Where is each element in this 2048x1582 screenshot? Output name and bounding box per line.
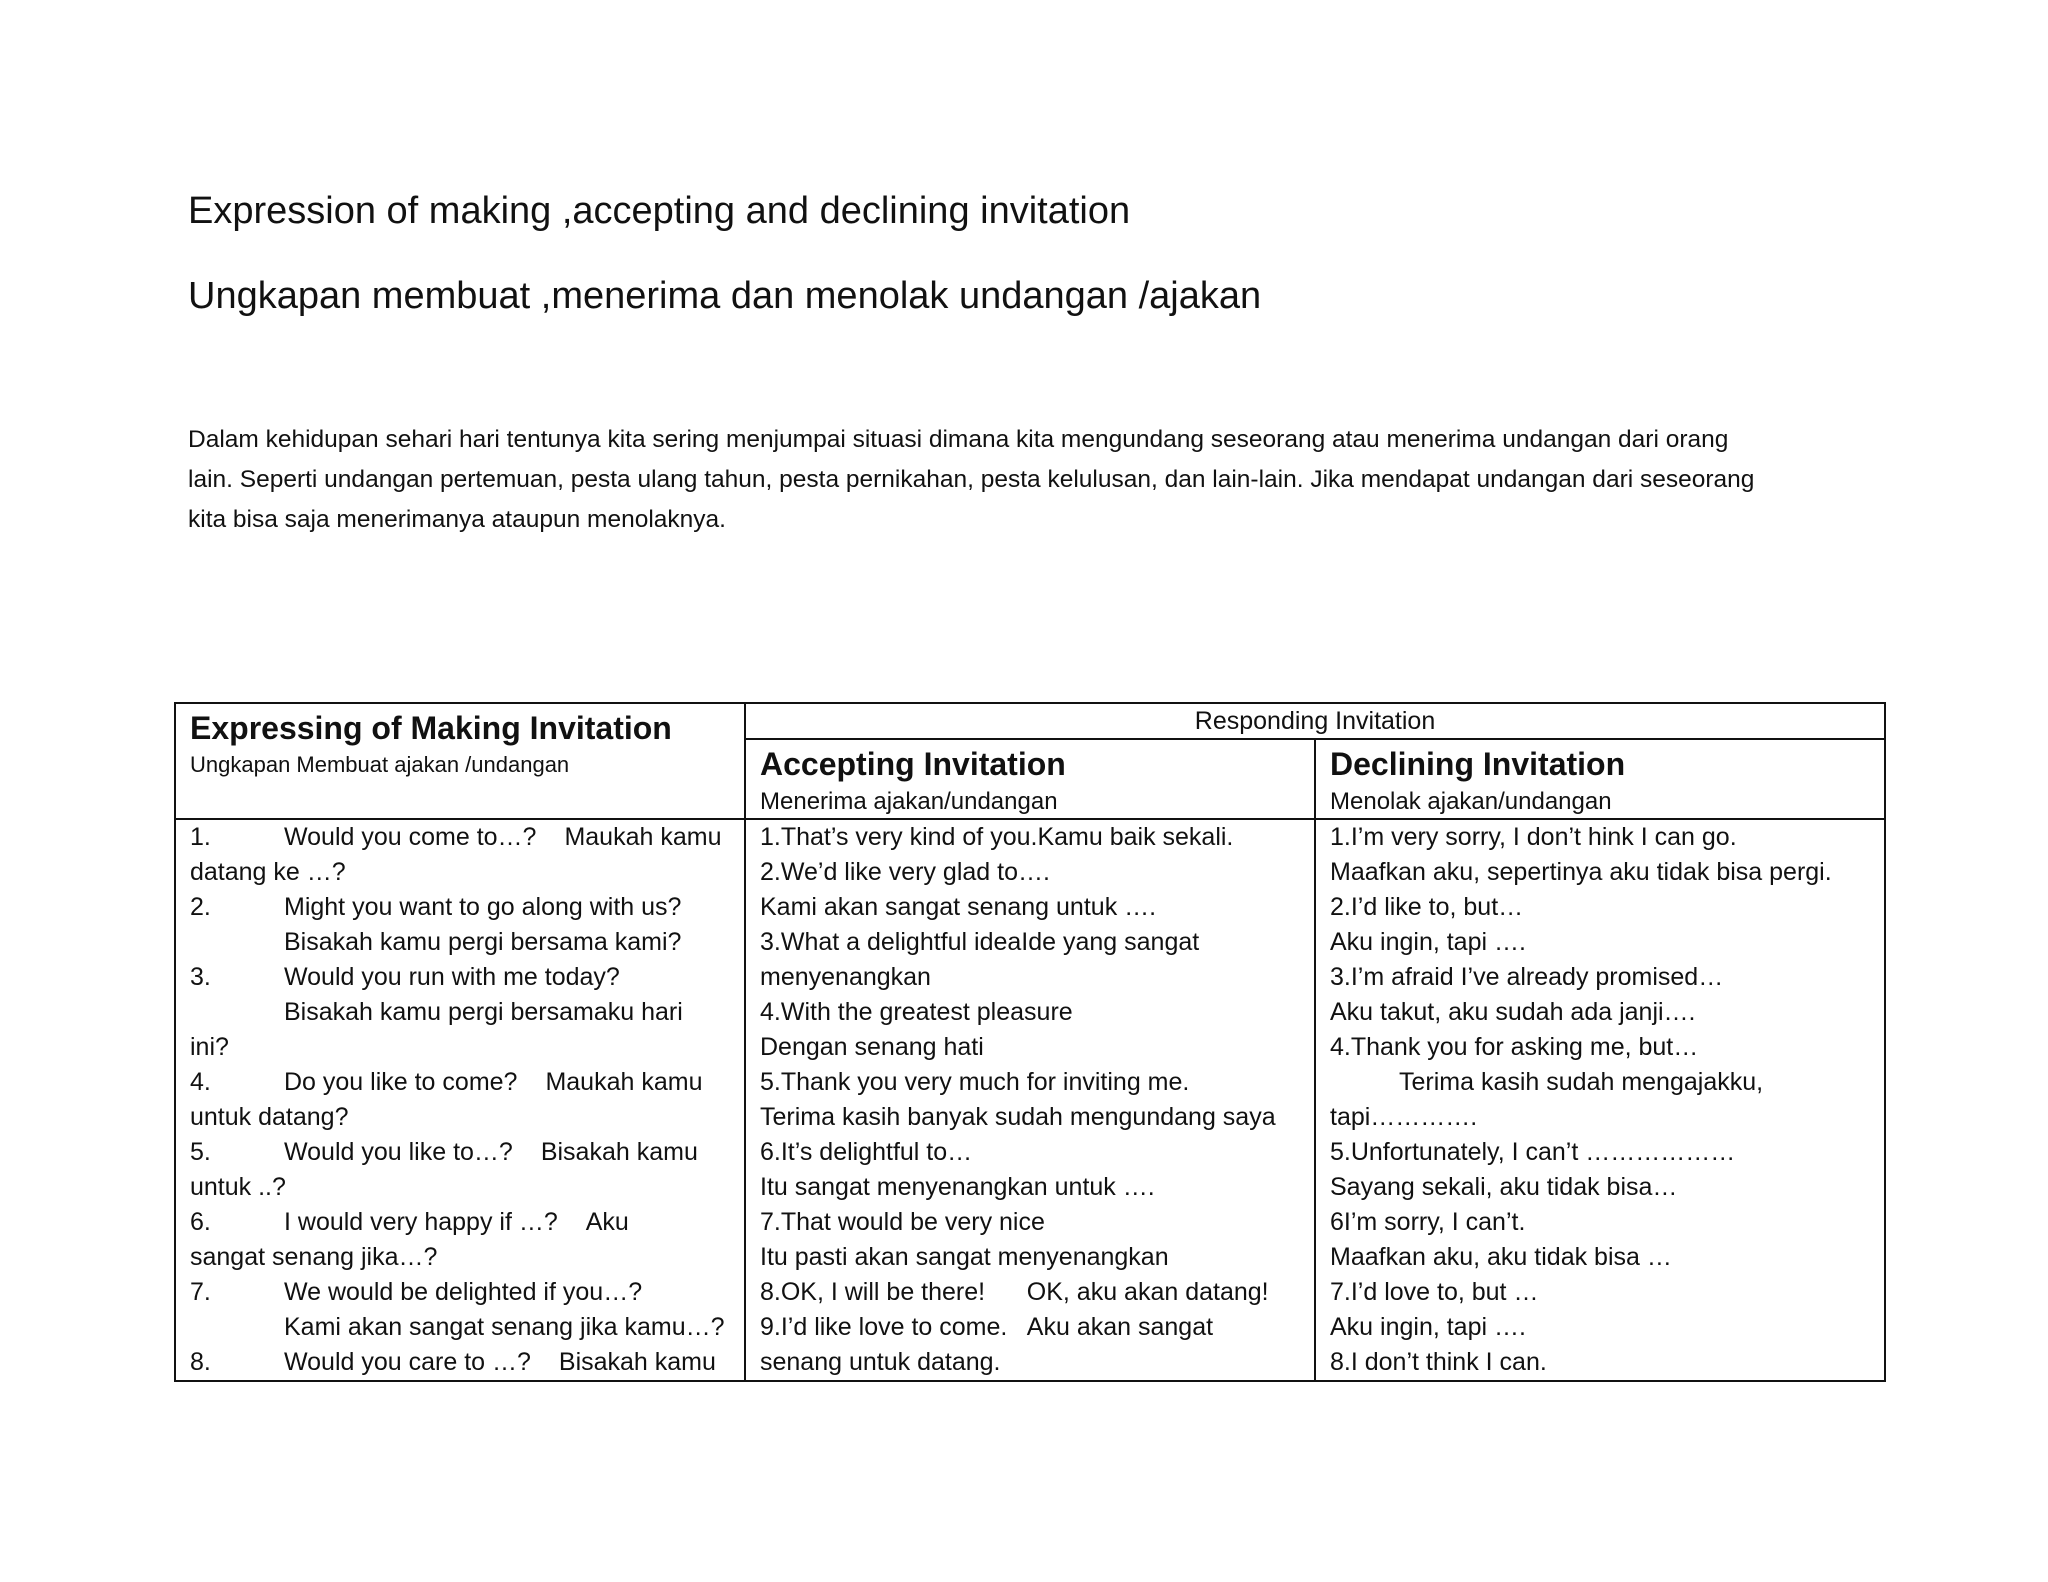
declining-subtitle: Menolak ajakan/undangan	[1330, 788, 1612, 815]
declining-line: Maafkan aku, sepertinya aku tidak bisa pergi.	[1330, 858, 1832, 886]
making-line	[190, 855, 730, 890]
making-expressions-cell	[175, 819, 745, 1381]
making-text: I would very happy if …?	[284, 1208, 558, 1236]
making-line	[190, 1345, 730, 1380]
making-subtitle: Ungkapan Membuat ajakan /undangan	[190, 752, 570, 777]
intro-line: lain. Seperti undangan pertemuan, pesta ulang tahun, pesta pernikahan, pesta kelulusan, dan lain-lain. Jika mendapat undangan dari seseorang	[188, 466, 1755, 493]
making-text: ini?	[190, 1033, 229, 1061]
list-number: 7.	[190, 1278, 211, 1306]
making-line: Bisakah kamu pergi bersama kami?	[284, 928, 682, 956]
making-line	[190, 1170, 730, 1205]
making-line	[190, 960, 730, 995]
declining-expressions-cell	[1315, 819, 1885, 1381]
accepting-line: senang untuk datang.	[760, 1348, 1001, 1376]
accepting-line: 9.I’d like love to come. Aku akan sangat	[760, 1313, 1214, 1341]
list-number: 8.	[190, 1348, 211, 1376]
accepting-line: Itu sangat menyenangkan untuk ….	[760, 1173, 1155, 1201]
accepting-expressions-cell	[745, 819, 1315, 1381]
making-text: untuk ..?	[190, 1173, 286, 1201]
making-text: Would you run with me today?	[284, 963, 620, 991]
making-text: Might you want to go along with us?	[284, 893, 682, 921]
making-translation: Aku	[585, 1208, 629, 1236]
declining-line: 1.I’m very sorry, I don’t hink I can go.	[1330, 823, 1737, 851]
making-text: Would you come to…?	[284, 823, 537, 851]
accepting-line: Dengan senang hati	[760, 1033, 984, 1061]
accepting-line: Terima kasih banyak sudah mengundang saya	[760, 1103, 1276, 1131]
making-text: datang ke …?	[190, 858, 346, 886]
invitation-expressions-table	[174, 702, 1886, 1382]
accepting-line: 1.That’s very kind of you.Kamu baik sekali.	[760, 823, 1234, 851]
list-number: 6.	[190, 1208, 211, 1236]
declining-line: tapi………….	[1330, 1103, 1478, 1131]
declining-line: 4.Thank you for asking me, but…	[1330, 1033, 1699, 1061]
making-line	[190, 1205, 730, 1240]
making-line	[190, 1240, 730, 1275]
declining-line: 6I’m sorry, I can’t.	[1330, 1208, 1526, 1236]
list-number: 5.	[190, 1138, 211, 1166]
making-text: Do you like to come?	[284, 1068, 518, 1096]
making-line: Kami akan sangat senang jika kamu…?	[284, 1313, 725, 1341]
declining-line: Aku takut, aku sudah ada janji….	[1330, 998, 1696, 1026]
accepting-line: menyenangkan	[760, 963, 931, 991]
list-number: 1.	[190, 823, 211, 851]
accepting-line: 3.What a delightful ideaIde yang sangat	[760, 928, 1200, 956]
making-header-cell	[175, 703, 745, 819]
making-text: untuk datang?	[190, 1103, 349, 1131]
making-line	[190, 1135, 730, 1170]
intro-paragraph	[188, 420, 1868, 540]
making-line	[190, 1030, 730, 1065]
making-text: sangat senang jika…?	[190, 1243, 438, 1271]
accepting-line: Itu pasti akan sangat menyenangkan	[760, 1243, 1169, 1271]
list-number: 3.	[190, 963, 211, 991]
accepting-line: 4.With the greatest pleasure	[760, 998, 1073, 1026]
title-english: Expression of making ,accepting and declining invitation	[188, 190, 1131, 232]
declining-line: 3.I’m afraid I’ve already promised…	[1330, 963, 1724, 991]
making-line: Bisakah kamu pergi bersamaku hari	[284, 998, 683, 1026]
accepting-subtitle: Menerima ajakan/undangan	[760, 788, 1058, 815]
accepting-line: 6.It’s delightful to…	[760, 1138, 973, 1166]
accepting-line: 5.Thank you very much for inviting me.	[760, 1068, 1190, 1096]
declining-line: Terima kasih sudah mengajakku,	[1330, 1068, 1764, 1096]
making-translation: Maukah kamu	[564, 823, 722, 851]
making-translation: Bisakah kamu	[540, 1138, 698, 1166]
accepting-title: Accepting Invitation	[760, 746, 1066, 782]
accepting-line: Kami akan sangat senang untuk ….	[760, 893, 1157, 921]
making-translation: Maukah kamu	[545, 1068, 703, 1096]
intro-line: kita bisa saja menerimanya ataupun menolaknya.	[188, 506, 726, 533]
title-indonesian: Ungkapan membuat ,menerima dan menolak undangan /ajakan	[188, 275, 1262, 317]
list-number: 4.	[190, 1068, 211, 1096]
declining-line: Sayang sekali, aku tidak bisa…	[1330, 1173, 1678, 1201]
declining-line: 8.I don’t think I can.	[1330, 1348, 1547, 1376]
accepting-line: 2.We’d like very glad to….	[760, 858, 1050, 886]
declining-line: 5.Unfortunately, I can’t ………………	[1330, 1138, 1736, 1166]
declining-title: Declining Invitation	[1330, 746, 1626, 782]
making-text: Would you like to…?	[284, 1138, 513, 1166]
making-line	[190, 820, 730, 855]
declining-line: 7.I’d love to, but …	[1330, 1278, 1539, 1306]
making-line	[190, 1100, 730, 1135]
accepting-line: 8.OK, I will be there! OK, aku akan datang!	[760, 1278, 1269, 1306]
making-translation: Bisakah kamu	[558, 1348, 716, 1376]
list-number: 2.	[190, 893, 211, 921]
intro-line: Dalam kehidupan sehari hari tentunya kita sering menjumpai situasi dimana kita mengundang seseorang atau menerima undangan dari orang	[188, 426, 1729, 453]
declining-line: Maafkan aku, aku tidak bisa …	[1330, 1243, 1672, 1271]
making-title: Expressing of Making Invitation	[190, 710, 672, 746]
making-line	[190, 1275, 730, 1310]
accepting-header-cell	[745, 739, 1315, 819]
accepting-line: 7.That would be very nice	[760, 1208, 1045, 1236]
making-line	[190, 890, 730, 925]
making-text: Would you care to …?	[284, 1348, 531, 1376]
making-line	[190, 1065, 730, 1100]
declining-line: 2.I’d like to, but…	[1330, 893, 1524, 921]
declining-line: Aku ingin, tapi ….	[1330, 928, 1526, 956]
declining-header-cell	[1315, 739, 1885, 819]
responding-header: Responding Invitation	[745, 703, 1885, 739]
making-text: We would be delighted if you…?	[284, 1278, 643, 1306]
declining-line: Aku ingin, tapi ….	[1330, 1313, 1526, 1341]
